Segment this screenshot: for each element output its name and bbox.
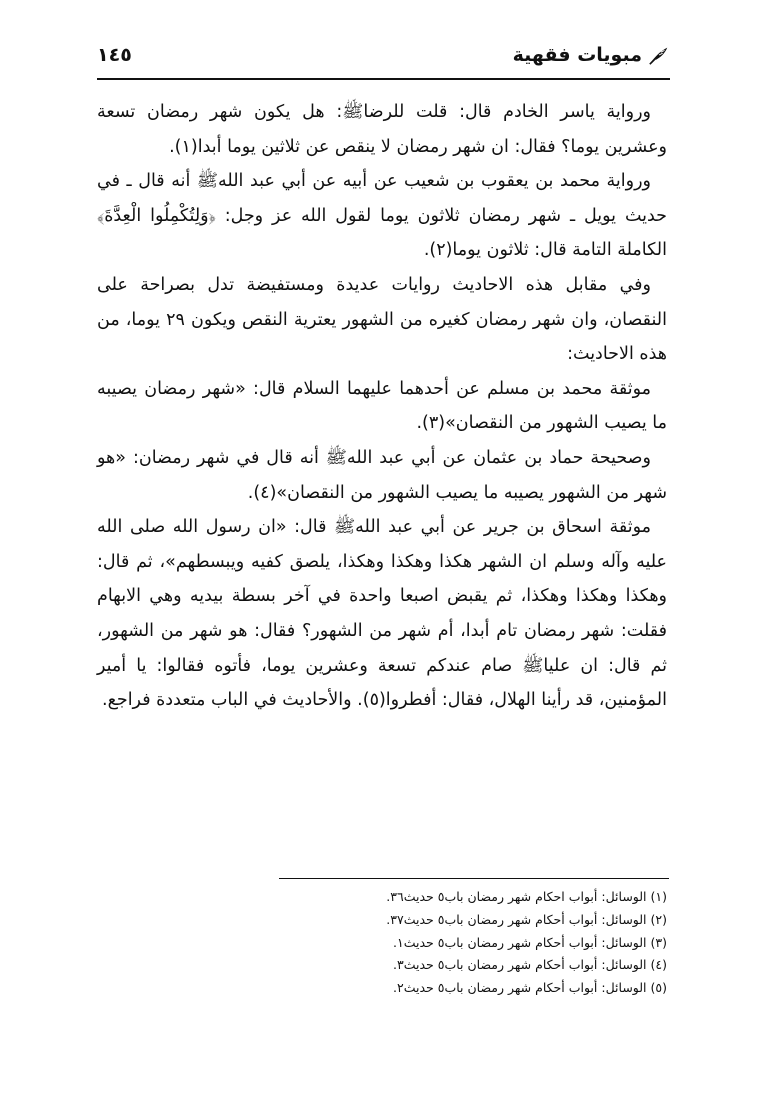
footnote: (٥) الوسائل: أبواب أحكام شهر رمضان باب٥ حديث٢. [393,980,667,996]
page-header [97,38,670,80]
running-title [513,44,670,66]
paragraph: ورواية محمد بن يعقوب بن شعيب عن أبيه عن أبي عبد اللهﷺ أنه قال ـ في حديث يويل ـ شهر رمضان ثلاثون يوما لقول الله عز وجل: ﴿وَلِتُكْمِلُوا الْعِدَّةَ﴾ الكاملة التامة قال: ثلاثون يوما(٢). [97,171,667,261]
footnote: (١) الوسائل: أبواب احكام شهر رمضان باب٥ حديث٣٦. [386,889,667,904]
footnote: (٤) الوسائل: أبواب أحكام شهر رمضان باب٥ حديث٣. [393,957,667,973]
paragraph: ورواية ياسر الخادم قال: قلت للرضاﷺ: هل يكون شهر رمضان تسعة وعشرين يوما؟ فقال: ان شهر رمضان لا ينقص عن ثلاثين يوما أبدا(١). [97,102,667,157]
footnote: (٢) الوسائل: أبواب أحكام شهر رمضان باب٥ حديث٣٧. [386,911,667,927]
paragraph: وفي مقابل هذه الاحاديث روايات عديدة ومستفيضة تدل بصراحة على النقصان، وان شهر رمضان كغيره من الشهور يعترية النقص ويكون ٢٩ يوما، من هذه الاحاديث: [97,274,667,365]
feather-pen-icon [648,44,670,66]
paragraph: وصحيحة حماد بن عثمان عن أبي عبد اللهﷺ أنه قال في شهر رمضان: «هو شهر من الشهور يصيبه ما يصيب الشهور من النقصان»(٤). [97,447,667,503]
footnote: (٣) الوسائل: أبواب أحكام شهر رمضان باب٥ حديث١. [393,934,667,950]
paragraph: موثقة محمد بن مسلم عن أحدهما عليهما السلام قال: «شهر رمضان يصيبه ما يصيب الشهور من النقصان»(٣). [97,378,667,434]
footnote-separator [279,878,669,879]
page-number: ١٤٥ [97,44,132,66]
running-title-text: مبويات فقهية [512,44,642,66]
main-text [97,95,667,718]
footnotes [267,886,667,1000]
paragraph: موثقة اسحاق بن جرير عن أبي عبد اللهﷺ قال: «ان رسول الله صلى الله عليه وآله وسلم ان الشهر هكذا وهكذا وهكذا، يلصق كفيه ويبسطهم»، ثم قال: وهكذا وهكذا وهكذا، ثم يقبض اصبعا واحدة في آخر بسطة بيديه وهي الابهام فقلت: شهر رمضان تام أبدا، أم شهر من الشهور؟ فقال: هو شهر من الشهور، ثم قال: ان علياﷺ صام عندكم تسعة وعشرين يوما، فأتوه فقالوا: يا أمير المؤمنين، قد رأينا الهلال، فقال: أفطروا(٥). والأحاديث في الباب متعددة فراجع. [97,517,667,711]
